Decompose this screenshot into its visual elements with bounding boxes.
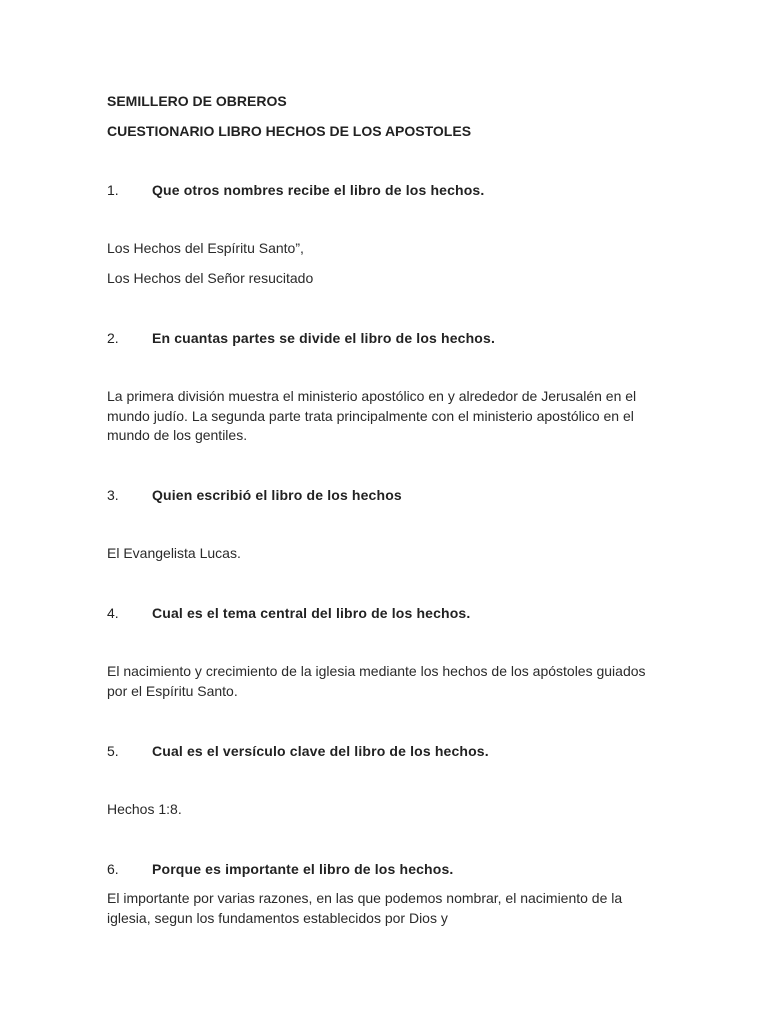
question-text: Porque es importante el libro de los hechos.	[152, 861, 454, 877]
question-number: 3.	[107, 487, 119, 503]
question-text: Cual es el tema central del libro de los hechos.	[152, 605, 471, 621]
document-subtitle: CUESTIONARIO LIBRO HECHOS DE LOS APOSTOLES	[107, 123, 472, 139]
answer-text: Hechos 1:8.	[107, 801, 182, 817]
answer-text: El Evangelista Lucas.	[107, 545, 241, 561]
question-number: 5.	[107, 743, 119, 759]
question-text: Que otros nombres recibe el libro de los hechos.	[152, 182, 485, 198]
question-number: 6.	[107, 861, 119, 877]
answer-text: El importante por varias razones, en las que podemos nombrar, el nacimiento de la iglesia, segun los fundamentos establecidos por Dios y	[107, 890, 623, 926]
answer-text: La primera división muestra el ministerio apostólico en y alrededor de Jerusalén en el mundo judío. La segunda parte trata principalmente con el ministerio apostólico en el mundo de los gentiles.	[107, 388, 637, 443]
answer-text: Los Hechos del Espíritu Santo”,	[107, 240, 304, 256]
question-number: 4.	[107, 605, 119, 621]
question-text: Cual es el versículo clave del libro de los hechos.	[152, 743, 489, 759]
document-title: SEMILLERO DE OBREROS	[107, 93, 287, 109]
question-text: Quien escribió el libro de los hechos	[152, 487, 402, 503]
question-number: 2.	[107, 330, 119, 346]
answer-text: El nacimiento y crecimiento de la iglesia mediante los hechos de los apóstoles guiados por el Espíritu Santo.	[107, 663, 646, 699]
answer-text: Los Hechos del Señor resucitado	[107, 270, 314, 286]
question-number: 1.	[107, 182, 119, 198]
question-text: En cuantas partes se divide el libro de los hechos.	[152, 330, 495, 346]
